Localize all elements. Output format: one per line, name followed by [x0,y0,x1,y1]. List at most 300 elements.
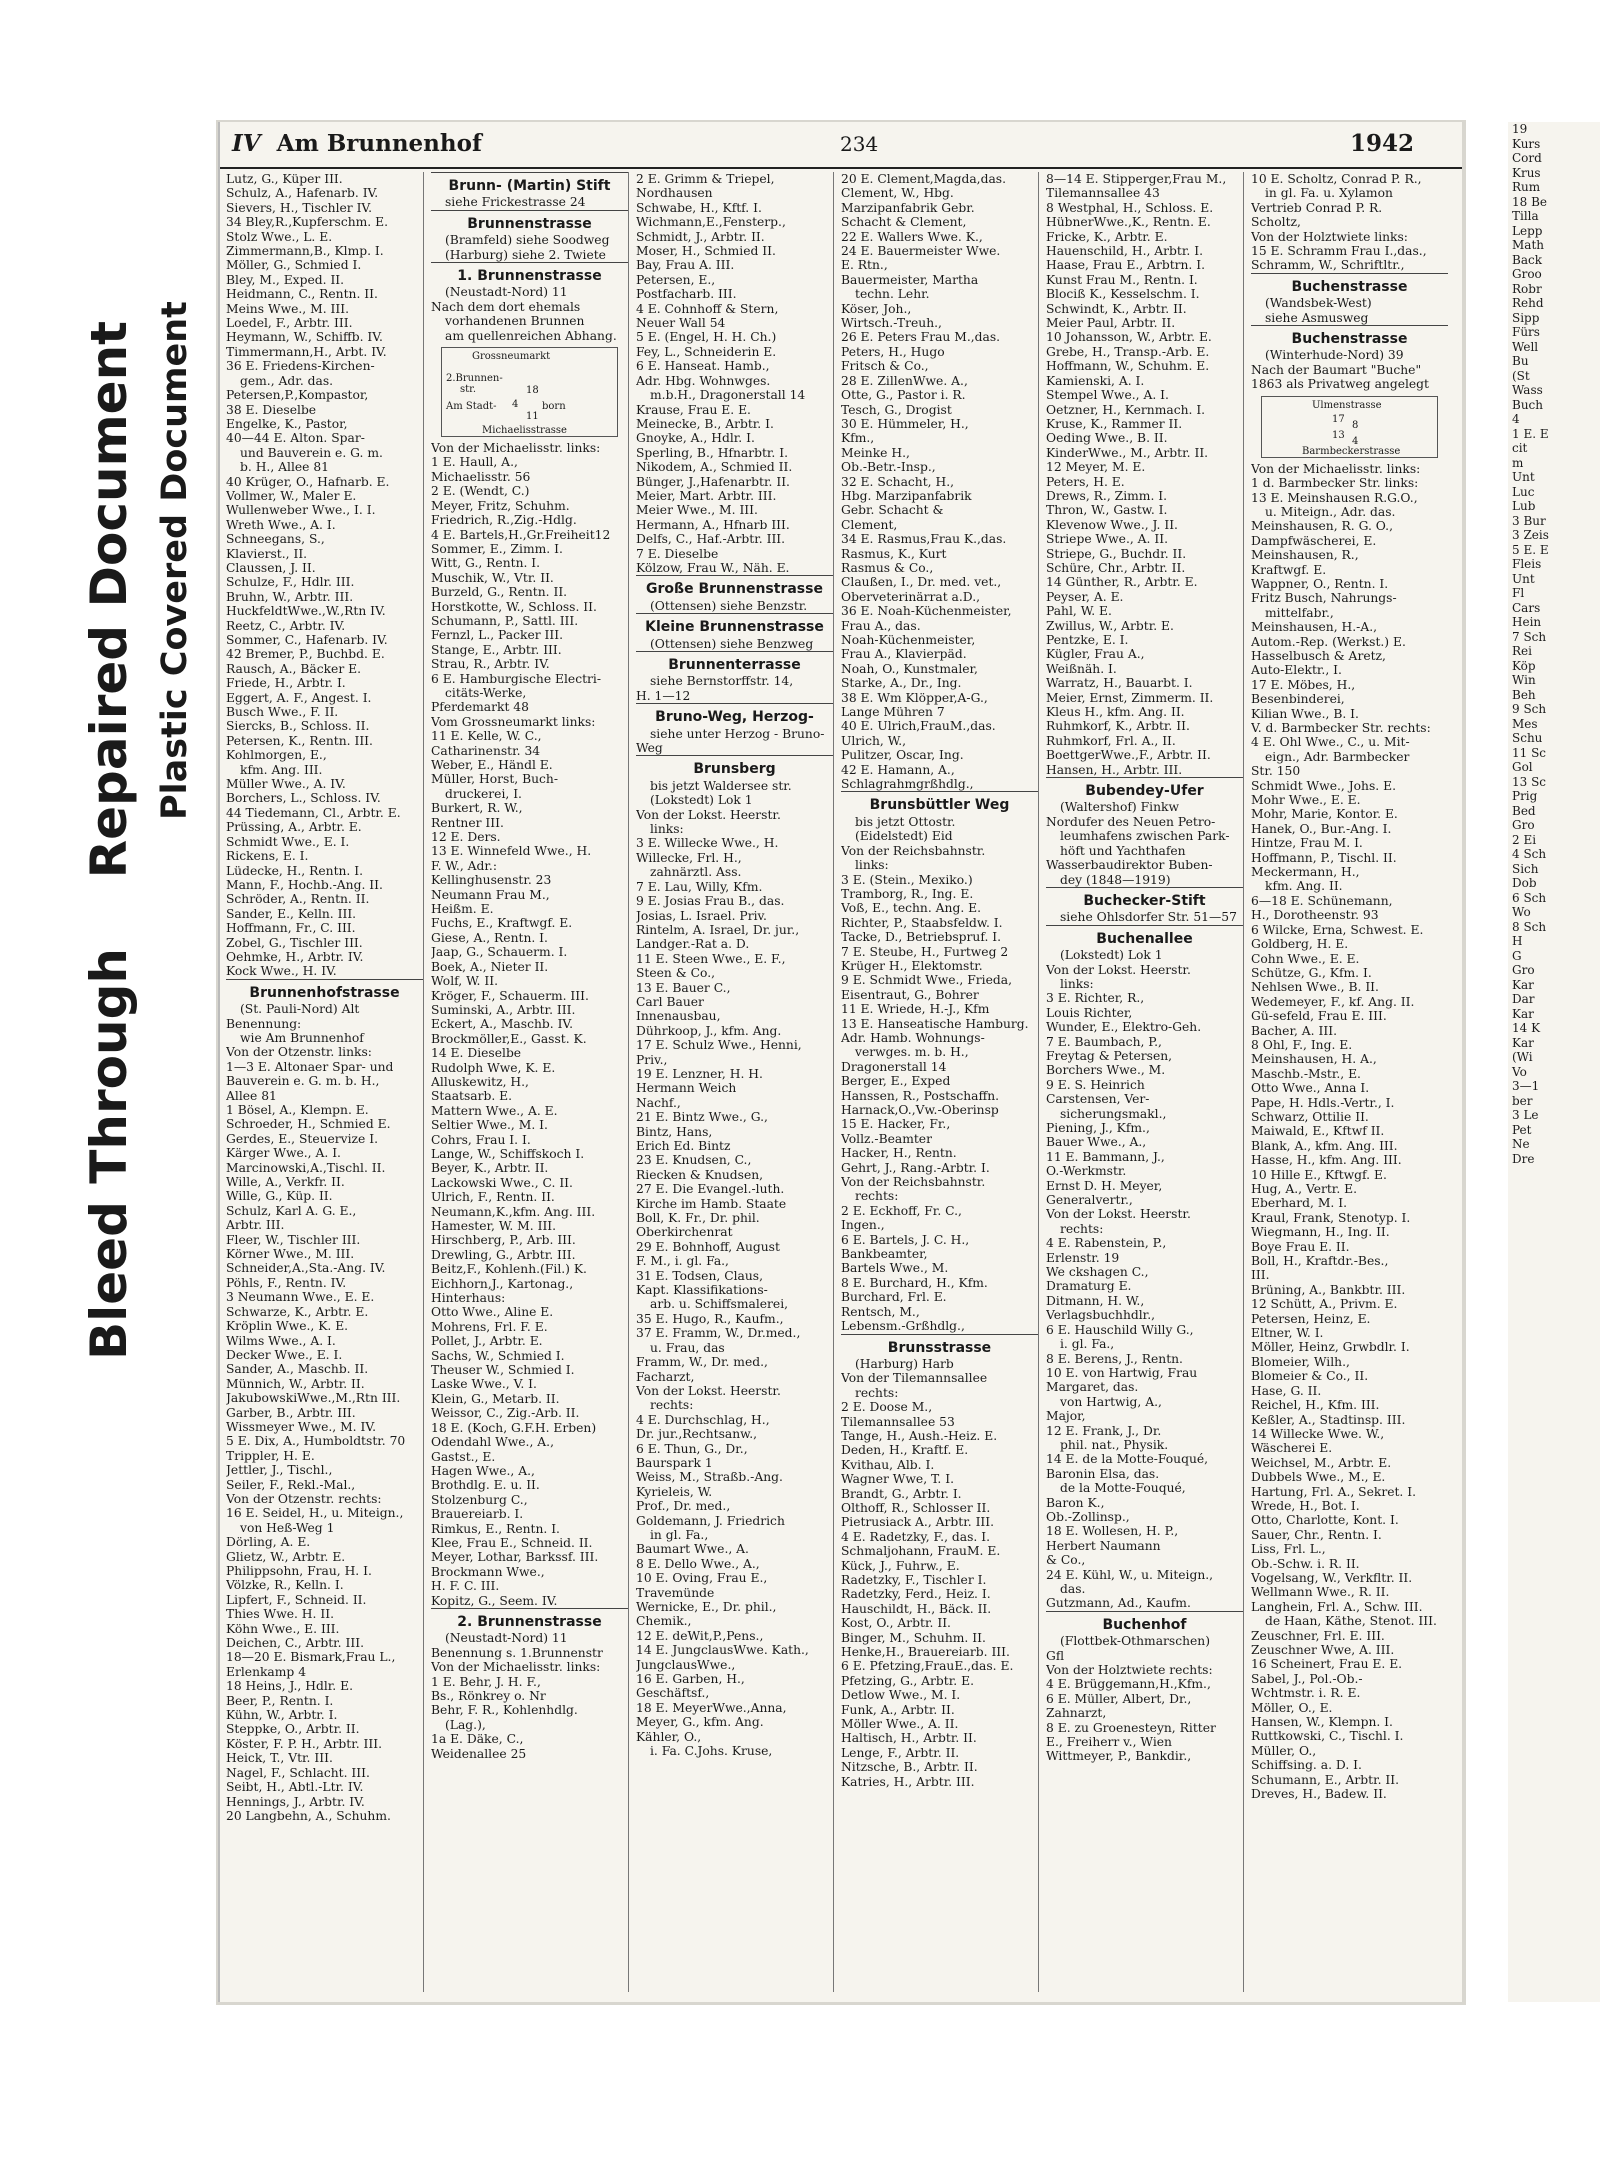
directory-entry: citäts-Werke, [445,685,527,700]
directory-entry: Otte, G., Pastor i. R. [841,388,966,403]
directory-entry: kfm. Ang. III. [240,762,323,777]
directory-entry: Wappner, O., Rentn. I. [1251,576,1389,591]
directory-entry: 13 E. Hanseatische Hamburg. [841,1016,1029,1031]
directory-entry: H. F. C. III. [431,1579,500,1594]
directory-entry: Wchtmstr. i. R. E. [1251,1686,1361,1701]
map-label: 17 [1332,413,1345,425]
street-heading: Bubendey-Ufer [1046,777,1243,800]
directory-entry: Hbg. Marzipanfabrik [841,488,972,503]
directory-entry: Burchard, Frl. E. [841,1290,947,1305]
directory-entry: JakubowskiWwe.,M.,Rtn III. [226,1391,401,1406]
directory-entry: Nach dem dort ehemals [431,299,581,314]
directory-entry: Gerdes, E., Steuervize I. [226,1131,378,1146]
directory-entry: siehe Asmusweg [1265,310,1369,325]
directory-entry: Bintz, Hans, [636,1124,713,1139]
directory-entry: arb. u. Schiffsmalerei, [650,1297,789,1312]
edge-fragment: Kar [1512,1035,1534,1050]
directory-entry: rechts: [855,1385,899,1400]
directory-entry: Muschik, W., Vtr. II. [431,570,554,585]
directory-entry: Oberveterinärrat a.D., [841,589,981,604]
directory-entry: Otto, Charlotte, Kont. I. [1251,1513,1399,1528]
directory-entry: Fernzl, L., Packer III. [431,628,563,643]
directory-entry: Louis Richter, [1046,1005,1133,1020]
edge-fragment: 4 Sch [1512,847,1547,861]
directory-entry: Postfacharb. III. [636,287,737,302]
directory-entry: Von der Reichsbahnstr. [841,843,986,858]
directory-entry: Meier Paul, Arbtr. II. [1046,316,1176,331]
directory-entry: E. Rtn., [841,258,888,273]
directory-entry: Schneegans, S., [226,532,325,547]
directory-entry: Möller, O., E. [1251,1700,1333,1715]
directory-entry: Laske Wwe., V. I. [431,1377,537,1392]
directory-entry: Hartung, Frl. A., Sekret. I. [1251,1484,1417,1499]
directory-entry: Zeuschner, Frl. E. III. [1251,1628,1385,1643]
edge-fragment: Köp [1512,658,1536,673]
directory-entry: Hermann, A., Hfnarb III. [636,517,790,532]
directory-entry: i. Fa. C.Johs. Kruse, [650,1744,773,1759]
directory-entry: Wolf, W. II. [431,974,499,989]
directory-column [1251,172,1448,1992]
directory-entry: Bs., Rönkrey o. Nr [431,1689,546,1703]
directory-entry: Beer, P., Rentn. I. [226,1693,334,1708]
street-title: Am Brunnenhof [276,130,482,157]
street-heading: Brunsbüttler Weg [841,791,1038,814]
directory-entry: Noah, O., Kunstmaler, [841,661,978,676]
directory-entry: siehe unter Herzog - Bruno- [650,726,825,741]
directory-entry: Körner Wwe., M. III. [226,1247,355,1262]
directory-entry: (St. Pauli-Nord) Alt [240,1002,360,1017]
directory-entry: 2 E. (Wendt, C.) [431,484,530,499]
directory-entry: Meyer, G., kfm. Ang. [636,1715,764,1730]
directory-entry: Hoffmann, W., Schuhm. E. [1046,359,1210,374]
directory-entry: 3 Neumann Wwe., E. E. [226,1290,375,1305]
edge-fragment: Sich [1512,861,1539,876]
directory-entry: Mohr Wwe., E. E. [1251,793,1361,808]
edge-fragment: 14 K [1512,1021,1541,1035]
directory-entry: Schumann, P., Sattl. III. [431,613,579,628]
directory-entry: Lüdecke, H., Rentn. I. [226,863,364,878]
directory-entry: Köhn Wwe., E. III. [226,1621,340,1636]
directory-entry: Wirtsch.-Treuh., [841,316,942,331]
directory-entry: 18 E. MeyerWwe.,Anna, [636,1700,787,1715]
directory-entry: Nagel, F., Schlacht. III. [226,1765,370,1780]
edge-fragment: Rei [1512,644,1532,658]
directory-entry: Schroeder, H., Schmied E. [226,1117,391,1132]
edge-fragment: (Wi [1512,1050,1533,1064]
directory-entry: Blank, A., kfm. Ang. III. [1251,1138,1398,1153]
directory-entry: 16 Scheinert, Frau E. E. [1251,1657,1403,1672]
directory-entry: dey (1848—1919) [1060,872,1171,887]
street-heading: 2. Brunnenstrasse [431,1608,628,1631]
directory-entry: Beitz,F., Kohlenh.(Fil.) K. [431,1262,587,1277]
street-heading: Brunnenterrasse [636,651,833,674]
directory-entry: Sabel, J., Pol.-Ob.- [1251,1671,1363,1686]
directory-entry: Bauer Wwe., A., [1046,1135,1147,1150]
directory-entry: b. H., Allee 81 [240,460,329,475]
directory-entry: Weißnäh. I. [1046,661,1117,676]
directory-entry: Dubbels Wwe., M., E. [1251,1470,1386,1485]
edge-fragment: Dob [1512,876,1537,890]
directory-entry: Kohlmorgen, E., [226,748,327,763]
directory-entry: Müller Wwe., A. IV. [226,777,346,792]
directory-entry: Goldberg, H. E. [1251,937,1349,952]
directory-entry: (Wandsbek-West) [1265,296,1372,311]
directory-entry: Thies Wwe. H. II. [226,1607,334,1622]
directory-entry: (Neustadt-Nord) 11 [445,1631,568,1646]
directory-entry: III. [1251,1268,1270,1283]
directory-entry: Nehlsen Wwe., B. II. [1251,980,1379,995]
directory-entry: Landger.-Rat a. D. [636,937,750,952]
directory-entry: Müller, Horst, Buch- [431,772,558,787]
page-header [220,122,1462,169]
directory-entry: gem., Adr. das. [240,373,334,388]
directory-column [1046,172,1244,1992]
directory-entry: Fleer, W., Tischler III. [226,1232,361,1247]
directory-entry: Kost, O., Arbtr. II. [841,1616,951,1631]
directory-entry: Wernicke, E., Dr. phil., [636,1600,777,1614]
directory-entry: Eckert, A., Maschb. IV. [431,1017,574,1032]
directory-entry: Schmidt Wwe., E. I. [226,834,350,849]
directory-entry: Boye Frau E. II. [1251,1239,1350,1254]
directory-entry: Wille, G., Küp. II. [226,1189,333,1204]
directory-entry: KinderWwe., M., Arbtr. II. [1046,445,1209,460]
edge-fragment: 13 Sc [1512,774,1547,789]
directory-entry: Brandt, G., Arbtr. I. [841,1486,962,1501]
directory-entry: mittelfabr., [1265,605,1334,620]
directory-entry: Meins Wwe., M. III. [226,301,349,316]
directory-entry: Von der Otzenstr. links: [226,1045,372,1060]
directory-entry: Kilian Wwe., B. I. [1251,706,1359,721]
directory-entry: Hennings, J., Arbtr. IV. [226,1794,365,1809]
directory-entry: Dampfwäscherei, E. [1251,533,1377,548]
edge-fragment: 3 Le [1512,1108,1539,1122]
directory-entry: Hoffmann, Fr., C. III. [226,921,356,936]
directory-entry: Bartels Wwe., M. [841,1261,949,1276]
directory-columns [226,172,1456,1992]
directory-entry: Köser, Joh., [841,301,912,316]
directory-entry: Blomeier & Co., II. [1251,1369,1369,1384]
scan-top-margin [0,0,1600,48]
directory-entry: Mohrens, Frl. F. E. [431,1319,548,1334]
directory-entry: 30 E. Hümmeler, H., [841,416,969,431]
directory-entry: Hauschildt, H., Bäck. II. [841,1601,992,1616]
edge-fragment: Buch [1512,397,1543,412]
directory-entry: Frau A., das. [841,618,921,633]
map-label: str. [460,384,477,396]
directory-entry: 5 E. (Engel, H. H. Ch.) [636,330,777,345]
directory-entry: Bünger, J.,Hafenarbtr. II. [636,474,790,489]
directory-entry: Kühn, W., Arbtr. I. [226,1708,338,1723]
directory-entry: Hintze, Frau M. I. [1251,836,1363,851]
directory-entry: Brüning, A., Bankbtr. III. [1251,1282,1406,1297]
directory-entry: Baron K., [1046,1495,1105,1510]
directory-entry: 34 Bley,R.,Kupferschm. E. [226,215,388,230]
directory-entry: Kunst Frau M., Rentn. I. [1046,272,1198,287]
directory-entry: Schmidt Wwe., Johs. E. [1251,778,1396,793]
directory-entry: Bley, M., Exped. II. [226,272,345,287]
directory-entry: Kyrieleis, W. [636,1484,713,1499]
directory-entry: de Haan, Käthe, Stenot. III. [1265,1614,1437,1629]
directory-entry: 10 E. Scholtz, Conrad P. R., [1251,172,1422,186]
edge-fragment: H [1512,934,1523,948]
directory-entry: Schulz, Karl A. G. E., [226,1203,357,1218]
directory-entry: Seibt, H., Abtl.-Ltr. IV. [226,1780,364,1795]
directory-entry: Heißm. E. [431,902,494,917]
edge-fragment: Ne [1512,1137,1530,1151]
directory-entry: Meier, Ernst, Zimmerm. II. [1046,690,1214,705]
street-heading: Buchenstrasse [1251,273,1448,296]
directory-entry: Möller, G., Schmied I. [226,258,362,273]
directory-entry: Sauer, Chr., Rentn. I. [1251,1527,1382,1542]
directory-entry: Sievers, H., Tischler IV. [226,200,373,215]
directory-entry: Horstkotte, W., Schloss. II. [431,599,597,614]
directory-entry: Claussen, J. II. [226,560,316,575]
directory-entry: Kröplin Wwe., K. E. [226,1319,349,1334]
directory-entry: links: [650,822,684,837]
directory-entry: 15 E. Hacker, Fr., [841,1117,951,1132]
directory-entry: eign., Adr. Barmbecker [1265,749,1410,764]
directory-entry: Hamester, W. M. III. [431,1219,557,1233]
directory-entry: 6 Wilcke, Erna, Schwest. E. [1251,922,1424,937]
directory-entry: Pollet, J., Arbtr. E. [431,1334,543,1349]
directory-entry: 8 E. zu Groenesteyn, Ritter [1046,1720,1216,1735]
directory-entry: Stempel Wwe., A. I. [1046,388,1169,403]
directory-entry: siehe Ohlsdorfer Str. 51—57 [1060,910,1237,925]
edge-fragment: Beh [1512,687,1536,702]
directory-entry: Ob.-Schw. i. R. II. [1251,1556,1360,1571]
directory-entry: Nikodem, A., Schmied II. [636,460,793,475]
directory-entry: 11 E. Bammann, J., [1046,1149,1165,1164]
directory-entry: 40 E. Ulrich,FrauM.,das. [841,719,996,734]
directory-entry: 12 E. Frank, J., Dr. [1046,1423,1162,1438]
directory-entry: 38 E. Dieselbe [226,402,317,417]
directory-entry: We ckshagen C., [1046,1265,1149,1280]
directory-entry: 17 E. Schulz Wwe., Henni, [636,1038,802,1053]
directory-entry: Von der Michaelisstr. links: [431,1660,601,1675]
directory-entry: 6 E. Müller, Albert, Dr., [1046,1691,1192,1706]
directory-entry: Zobel, G., Tischler III. [226,935,363,950]
directory-entry: Tilemannsallee 53 [841,1414,955,1429]
directory-entry: 18 Heins, J., Hdlr. E. [226,1679,353,1694]
directory-entry: Tesch, G., Drogist [841,402,952,417]
directory-entry: Hirschberg, P., Arb. III. [431,1233,576,1248]
directory-entry: Frau A., Klavierpäd. [841,647,967,662]
directory-entry: von Heß-Weg 1 [240,1520,335,1535]
edge-fragment: Groo [1512,267,1542,281]
directory-entry: Tramborg, R., Ing. E. [841,886,974,901]
directory-entry: und Bauverein e. G. m. [240,445,383,460]
directory-entry: 6 E. Thun, G., Dr., [636,1441,748,1456]
directory-entry: Engelke, K., Pastor, [226,416,348,431]
directory-entry: Brockmöller,E., Gasst. K. [431,1031,587,1046]
directory-entry: Oetzner, H., Kernmach. I. [1046,402,1206,417]
directory-entry: Prof., Dr. med., [636,1499,731,1514]
directory-entry: Verlagsbuchhdlr., [1046,1308,1156,1323]
directory-entry: Wittmeyer, P., Bankdir., [1046,1749,1192,1764]
directory-entry: Krause, Frau E. E. [636,402,751,417]
directory-entry: Kamienski, A. I. [1046,373,1145,388]
directory-entry: Josias, L. Israel. Priv. [636,908,767,923]
directory-entry: 28 E. ZillenWwe. A., [841,373,968,388]
directory-entry: Klein, G., Metarb. II. [431,1391,560,1406]
directory-entry: Neumann,K.,kfm. Ang. III. [431,1204,596,1219]
street-heading: Buchenhof [1046,1611,1243,1634]
directory-entry: Kück, J., Fuhrw., E. [841,1558,960,1573]
directory-entry: Lebensm.-Grßhdlg., [841,1319,965,1334]
directory-entry: Vollz.-Beamter [841,1131,932,1146]
map-label: born [542,401,566,413]
directory-entry: Pöhls, F., Rentn. IV. [226,1275,347,1290]
edge-fragment: Mes [1512,716,1538,731]
directory-entry: Olthoff, R., Schlosser II. [841,1500,991,1515]
page-number: 234 [840,132,879,156]
edge-fragment: 3 Zeis [1512,528,1549,542]
directory-entry: H., Dorotheenstr. 93 [1251,908,1379,923]
bleed-repaired-label [80,320,150,1360]
directory-entry: Otto Wwe., Aline E. [431,1305,554,1320]
directory-entry: Pfetzing, G., Arbtr. E. [841,1673,974,1688]
directory-entry: 2 E. Grimm & Triepel, [636,172,775,186]
directory-entry: Alluskewitz, H., [431,1074,529,1089]
directory-entry: Ulrich, F., Rentn. II. [431,1190,555,1205]
directory-entry: Kock Wwe., H. IV. [226,964,337,979]
directory-entry: Stange, E., Arbtr. III. [431,642,562,657]
directory-entry: (Lokstedt) Lok 1 [650,793,753,808]
directory-entry: Lackowski Wwe., C. II. [431,1175,573,1190]
directory-entry: Lange Mühren 7 [841,705,945,720]
directory-entry: (Ottensen) siehe Benzstr. [650,598,808,613]
directory-entry: 40—44 E. Alton. Spar- [226,431,365,446]
directory-entry: Fritz Busch, Nahrungs- [1251,591,1397,606]
directory-entry: Str. 150 [1251,764,1301,779]
directory-entry: Gü-sefeld, Frau E. III. [1251,1009,1387,1024]
directory-entry: Friede, H., Arbtr. I. [226,676,346,691]
edge-fragment: 18 Be [1512,194,1548,209]
edge-fragment: Kar [1512,977,1534,992]
directory-entry: Margaret, das. [1046,1380,1139,1395]
directory-entry: Wedemeyer, F., kf. Ang. II. [1251,994,1415,1009]
directory-entry: Deichen, C., Arbtr. III. [226,1636,364,1651]
directory-entry: (Neustadt-Nord) 11 [445,285,568,300]
directory-entry: Kölzow, Frau W., Näh. E. [636,560,790,575]
directory-entry: höft und Yachthafen [1060,843,1186,858]
directory-entry: Köster, F. P. H., Arbtr. III. [226,1736,383,1751]
directory-entry: Scholtz, [1251,215,1301,230]
edge-fragment: Fl [1512,586,1525,600]
directory-entry: Heidmann, C., Rentn. II. [226,287,378,302]
directory-entry: zahnärztl. Ass. [650,865,742,880]
directory-column [841,172,1039,1992]
directory-entry: 27 E. Die Evangel.-luth. [636,1182,785,1197]
directory-entry: Wäscherei E. [1251,1441,1333,1456]
edge-fragment: Bed [1512,803,1536,818]
directory-entry: Dörling, A. E. [226,1535,311,1550]
directory-entry: Meyer, Fritz, Schuhm. [431,498,570,513]
directory-entry: Vogelsang, W., Verkfltr. II. [1251,1570,1413,1585]
directory-entry: Von der Tilemannsallee [841,1371,988,1386]
directory-entry: 22 E. Wallers Wwe. K., [841,229,983,244]
directory-entry: Schütze, G., Kfm. I. [1251,965,1372,980]
directory-entry: 9 E. S. Heinrich [1046,1077,1145,1092]
edge-fragment: Unt [1512,571,1535,586]
district-roman: IV [232,130,261,157]
directory-entry: Petersen, Heinz, E. [1251,1311,1371,1326]
directory-entry: Rentner III. [431,815,504,830]
directory-entry: (Lokstedt) Lok 1 [1060,948,1163,963]
directory-entry: Ob.-Zollinsp., [1046,1509,1130,1524]
directory-entry: Kraul, Frank, Stenotyp. I. [1251,1210,1411,1225]
directory-entry: Lutz, G., Küper III. [226,172,343,186]
edge-fragment: 6 Sch [1512,890,1547,905]
directory-entry: Baumart Wwe., A. [636,1542,749,1557]
directory-entry: Sander, A., Maschb. II. [226,1362,369,1377]
directory-entry: Rausch, A., Bäcker E. [226,661,361,676]
directory-entry: Bay, Frau A. III. [636,258,735,273]
directory-entry: 13 E. Meinshausen R.G.O., [1251,490,1418,505]
directory-entry: 1 d. Barmbecker Str. links: [1251,476,1419,491]
directory-entry: bis jetzt Ottostr. [855,814,956,829]
directory-entry: Ruhmkorf, Frl. A., II. [1046,733,1176,748]
directory-entry: Wrede, H., Bot. I. [1251,1498,1360,1513]
directory-entry: Nordufer des Neuen Petro- [1046,814,1216,829]
directory-entry: 4 E. Ohl Wwe., C., u. Mit- [1251,735,1410,750]
directory-entry: Pahl, W. E. [1046,604,1112,619]
directory-entry: 9 E. Josias Frau B., das. [636,894,785,909]
directory-entry: Gastst., E. [431,1449,496,1464]
edge-fragment: Cord [1512,151,1542,165]
directory-entry: Von der Holztwiete links: [1251,229,1408,244]
street-heading: Brunnenhofstrasse [226,979,423,1002]
directory-entry: Neumann Frau M., [431,887,550,902]
map-label: 13 [1332,429,1345,441]
directory-entry: Kfm., [841,431,875,446]
directory-entry: Völzke, R., Kelln. I. [226,1578,344,1593]
directory-entry: u. Frau, das [650,1340,725,1355]
directory-entry: Rimkus, E., Rentn. I. [431,1521,560,1536]
edge-fragment: Bu [1512,354,1529,368]
directory-entry: 38 E. Wm Klöpper,A-G., [841,690,988,705]
directory-entry: Reetz, C., Arbtr. IV. [226,618,346,633]
directory-entry: Eichhorn,J., Kartonag., [431,1276,574,1291]
directory-entry: 4 E. Durchschlag, H., [636,1412,770,1427]
directory-entry: Von der Lokst. Heerstr. [636,807,781,822]
directory-entry: Weissor, C., Zig.-Arb. II. [431,1406,580,1421]
edge-fragment: Kar [1512,1006,1534,1021]
directory-entry: Ruhmkorf, K., Arbtr. II. [1046,719,1190,734]
directory-entry: 10 E. von Hartwig, Frau [1046,1365,1198,1380]
directory-entry: HübnerWwe.,K., Rentn. E. [1046,215,1211,230]
directory-entry: Brothdlg. E. u. II. [431,1478,540,1493]
directory-entry: Liss, Frl. L., [1251,1542,1326,1557]
directory-entry: Kellinghusenstr. 23 [431,873,552,888]
header-left [232,130,482,157]
directory-entry: 42 Bremer, P., Buchbd. E. [226,647,385,662]
directory-entry: Pietrusiack A., Arbtr. III. [841,1515,995,1530]
directory-entry: Wellmann Wwe., R. II. [1251,1585,1390,1600]
directory-entry: Von der Otzenstr. rechts: [226,1491,382,1506]
edge-fragment: m [1512,455,1524,470]
directory-entry: Allee 81 [226,1088,277,1103]
directory-entry: am quellenreichen Abhang. [445,328,617,343]
directory-entry: Schiffsing. a. D. I. [1251,1758,1362,1773]
directory-entry: Catharinenstr. 34 [431,743,541,758]
directory-entry: Erlenkamp 4 [226,1664,307,1679]
directory-entry: F. W., Adr.: [431,858,497,873]
directory-entry: i. gl. Fa., [1060,1337,1115,1352]
edge-fragment: Cars [1512,600,1541,615]
directory-entry: druckerei, I. [445,786,522,801]
directory-entry: Heick, T., Vtr. III. [226,1751,333,1766]
